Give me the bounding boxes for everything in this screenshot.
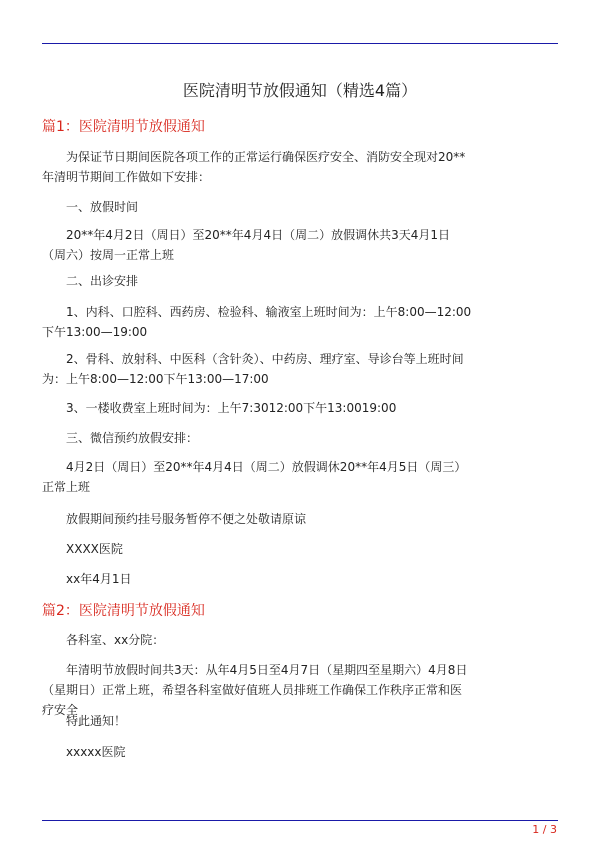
paragraph-clinic-1: 1、内科、口腔科、西药房、检验科、输液室上班时间为：上午8:00—12:00下午13:00—19:00	[42, 305, 472, 339]
header-rule	[42, 43, 558, 44]
document-title: 医院清明节放假通知（精选4篇）	[182, 81, 418, 100]
paragraph-signature-date: xx年4月1日	[66, 572, 132, 586]
paragraph-signature-hospital-2: xxxxx医院	[66, 745, 126, 759]
paragraph-wechat-dates: 4月2日（周日）至20**年4月4日（周二）放假调休20**年4月5日（周三）正常上班	[42, 460, 467, 494]
paragraph-recipients: 各科室、xx分院：	[66, 633, 165, 647]
paragraph-notice: 特此通知！	[66, 714, 127, 728]
paragraph-intro: 为保证节日期间医院各项工作的正常运行确保医疗安全、消防安全现对20**年清明节期间工作做如下安排：	[42, 150, 466, 184]
paragraph-heading-wechat: 三、微信预约放假安排：	[66, 431, 199, 445]
paragraph-clinic-2: 2、骨科、放射科、中医科（含针灸）、中药房、理疗室、导诊台等上班时间为：上午8:00—12:00下午13:00—17:00	[42, 352, 464, 386]
footer-rule	[42, 820, 558, 821]
section-heading-1: 篇1：医院清明节放假通知	[42, 119, 205, 135]
page-number: 1 / 3	[532, 823, 557, 836]
paragraph-apology: 放假期间预约挂号服务暂停不便之处敬请原谅	[66, 512, 307, 526]
paragraph-holiday-schedule: 年清明节放假时间共3天：从年4月5日至4月7日（星期四至星期六）4月8日（星期日）正常上班，希望各科室做好值班人员排班工作确保工作秩序正常和医疗安全	[42, 663, 468, 717]
paragraph-clinic-3: 3、一楼收费室上班时间为：上午7:3012:00下午13:0019:00	[66, 401, 397, 415]
paragraph-signature-hospital: XXXX医院	[66, 542, 123, 556]
paragraph-heading-holiday-time: 一、放假时间	[66, 200, 139, 214]
paragraph-holiday-dates: 20**年4月2日（周日）至20**年4月4日（周二）放假调休共3天4月1日（周六）按周一正常上班	[42, 228, 450, 262]
paragraph-heading-clinic: 二、出诊安排	[66, 274, 139, 288]
section-heading-2: 篇2：医院清明节放假通知	[42, 603, 205, 619]
